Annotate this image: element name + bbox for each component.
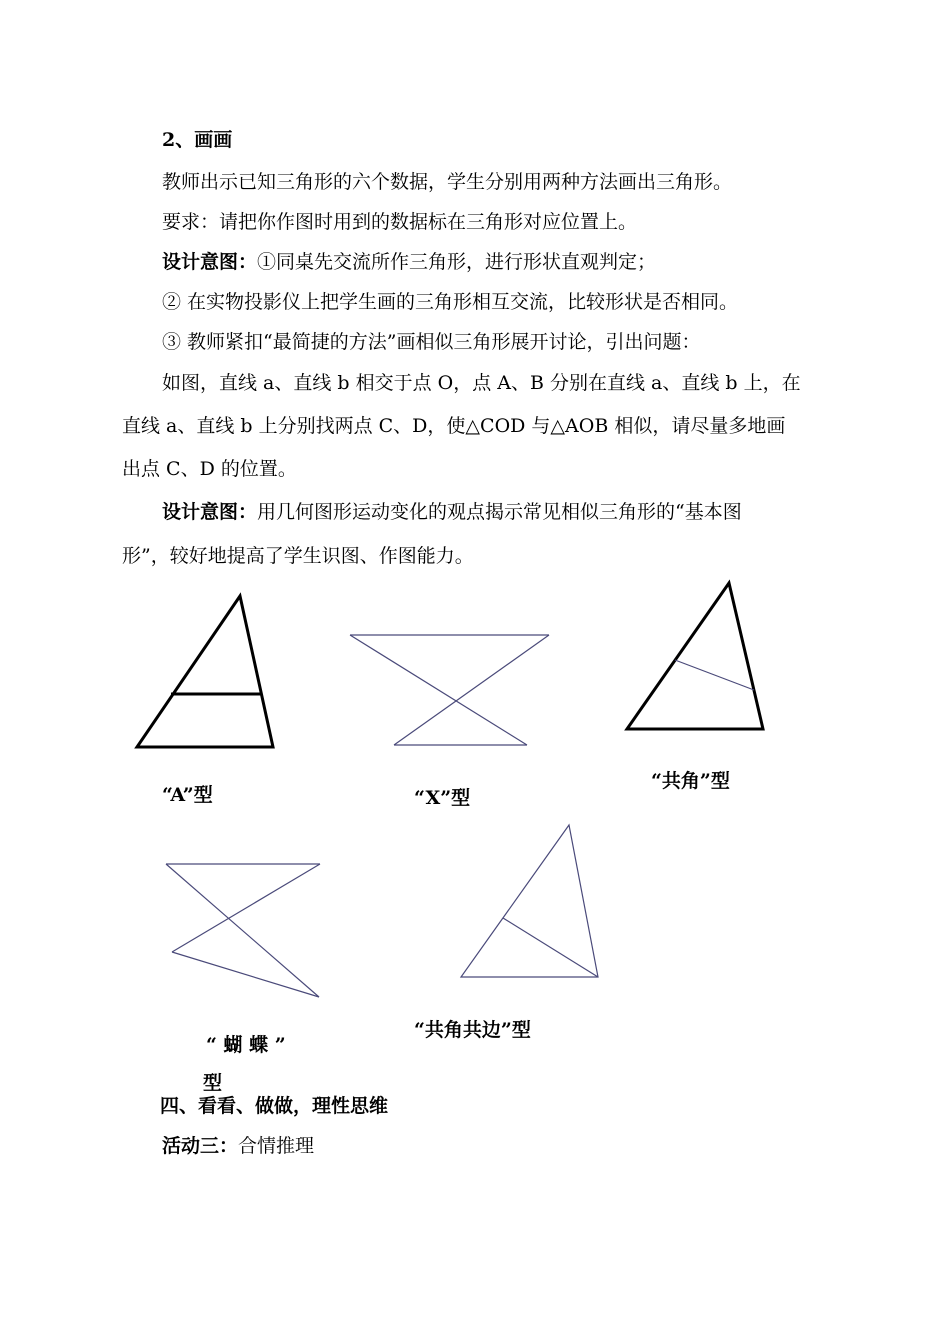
problem-line-2: 直线 a、直线 b 上分别找两点 C、D，使△COD 与△AOB 相似，请尽量多地画 xyxy=(122,415,786,437)
design-intent-text: ①同桌先交流所作三角形，进行形状直观判定； xyxy=(257,251,657,273)
section-4-heading: 四、看看、做做，理性思维 xyxy=(160,1095,389,1117)
caption-common-angle-side: “共角共边”型 xyxy=(414,1019,531,1041)
common-angle-side-figure xyxy=(461,825,598,977)
caption-butterfly: “ 蝴 蝶 ” xyxy=(206,1034,286,1056)
activity-label: 活动三： xyxy=(162,1135,239,1157)
paragraph-1: 教师出示已知三角形的六个数据，学生分别用两种方法画出三角形。 xyxy=(162,171,733,193)
problem-line-3: 出点 C、D 的位置。 xyxy=(122,458,297,480)
design-intent-text: 用几何图形运动变化的观点揭示常见相似三角形的“基本图 xyxy=(257,501,742,523)
caption-common-angle: “共角”型 xyxy=(651,770,730,792)
list-item-2: ② 在实物投影仪上把学生画的三角形相互交流，比较形状是否相同。 xyxy=(162,291,739,313)
list-item-3: ③ 教师紧扣“最简捷的方法”画相似三角形展开讨论，引出问题： xyxy=(162,331,701,353)
activity-3 xyxy=(162,1133,314,1159)
design-intent-label: 设计意图： xyxy=(162,501,258,523)
butterfly-figure xyxy=(166,864,320,997)
paragraph-2: 要求：请把你作图时用到的数据标在三角形对应位置上。 xyxy=(162,211,638,233)
a-type-figure xyxy=(137,596,273,747)
design-intent-label: 设计意图： xyxy=(162,251,258,273)
caption-a-type: “A”型 xyxy=(162,784,213,806)
design-intent-2-line-2: 形”，较好地提高了学生识图、作图能力。 xyxy=(122,545,474,567)
problem-line-1: 如图，直线 a、直线 b 相交于点 O，点 A、B 分别在直线 a、直线 b 上，在 xyxy=(162,372,801,394)
common-angle-figure xyxy=(627,583,763,729)
caption-butterfly-line-2: 型 xyxy=(203,1072,223,1094)
caption-x-type: “X”型 xyxy=(414,787,471,809)
activity-text: 合情推理 xyxy=(238,1135,315,1157)
x-type-figure xyxy=(350,635,549,745)
section-heading: 2、画画 xyxy=(162,129,233,151)
